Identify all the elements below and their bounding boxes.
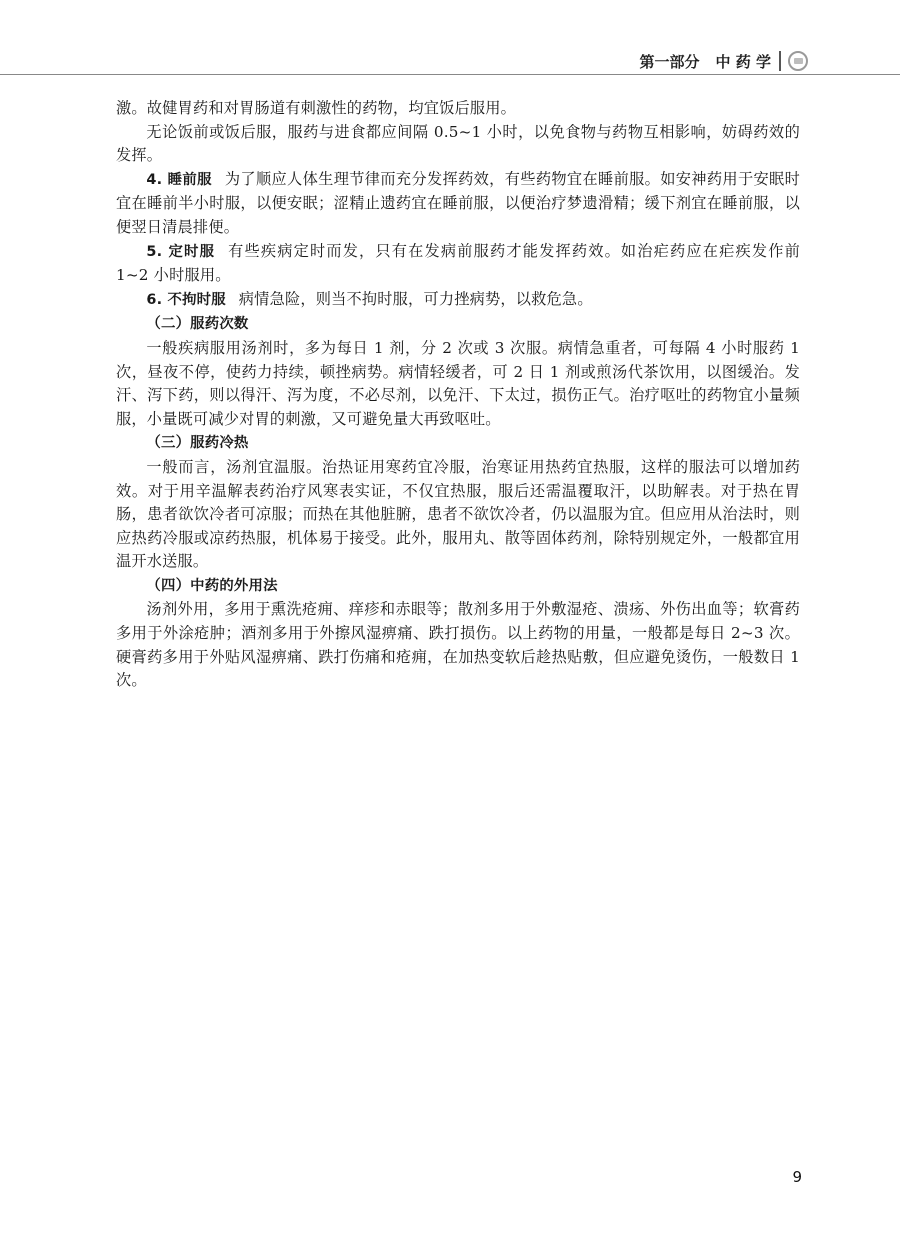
publisher-seal-icon — [788, 51, 808, 71]
paragraph: 无论饭前或饭后服，服药与进食都应间隔 0.5~1 小时，以免食物与药物互相影响，妨碍药效的发挥。 — [116, 122, 800, 165]
page-number: 9 — [792, 1168, 802, 1186]
list-item-bedtime — [116, 168, 800, 240]
item-term: 6. 不拘时服 — [146, 291, 226, 308]
header-section: 第一部分 — [639, 52, 700, 71]
section-heading: （三）服药冷热 — [146, 435, 249, 452]
item-text: 为了顺应人体生理节律而充分发挥药效，有些药物宜在睡前服。如安神药用于安眠时宜在睡前半小时服，以便安眠；涩精止遗药宜在睡前服，以便治疗梦遗滑精；缓下剂宜在睡前服，以便翌日清晨排便。 — [116, 169, 800, 236]
section-heading: （二）服药次数 — [146, 316, 249, 333]
list-item-anytime — [116, 288, 800, 313]
paragraph: 一般疾病服用汤剂时，多为每日 1 剂，分 2 次或 3 次服。病情急重者，可每隔 4 小时服药 1 次，昼夜不停，使药力持续，顿挫病势。病情轻缓者，可 2 日 1 剂或煎汤代茶饮用，以图缓治。发汗、泻下药，则以得汗、泻为度，不必尽剂，以免汗、下太过，损伤正气。治疗呕吐的药物宜小量频服，小量既可减少对胃的刺激，又可避免量大再致呕吐。 — [116, 338, 800, 428]
section-heading: （四）中药的外用法 — [146, 577, 278, 594]
paragraph: 一般而言，汤剂宜温服。治热证用寒药宜冷服，治寒证用热药宜热服，这样的服法可以增加药效。对于用辛温解表药治疗风寒表实证，不仅宜热服，服后还需温覆取汗，以助解表。对于热在胃肠，患者欲饮冷者可凉服；而热在其他脏腑，患者不欲饮冷者，仍以温服为宜。但应用从治法时，则应热药冷服或凉药热服，机体易于接受。此外，服用丸、散等固体药剂，除特别规定外，一般都宜用温开水送服。 — [116, 457, 800, 571]
item-text: 病情急险，则当不拘时服，可力挫病势，以救危急。 — [238, 289, 593, 308]
header-divider — [779, 51, 781, 71]
header-rule — [0, 74, 900, 75]
item-term: 4. 睡前服 — [146, 171, 212, 188]
paragraph: 汤剂外用，多用于熏洗疮痈、痒疹和赤眼等；散剂多用于外敷湿疮、溃疡、外伤出血等；软膏药多用于外涂疮肿；酒剂多用于外擦风湿痹痛、跌打损伤。以上药物的用量，一般都是每日 2~3 次。硬膏药多用于外贴风湿痹痛、跌打伤痛和疮痈，在加热变软后趁热贴敷，但应避免烫伤，一般数日 1 次。 — [116, 600, 800, 690]
item-term: 5. 定时服 — [146, 243, 216, 260]
list-item-timed — [116, 240, 800, 288]
running-header — [640, 46, 808, 76]
header-subject: 中 药 学 — [715, 52, 771, 71]
paragraph-continued: 激。故健胃药和对胃肠道有刺激性的药物，均宜饭后服用。 — [116, 99, 517, 117]
item-text: 有些疾病定时而发，只有在发病前服药才能发挥药效。如治疟药应在疟疾发作前 1~2 小时服用。 — [116, 241, 800, 285]
page-body — [116, 97, 800, 693]
